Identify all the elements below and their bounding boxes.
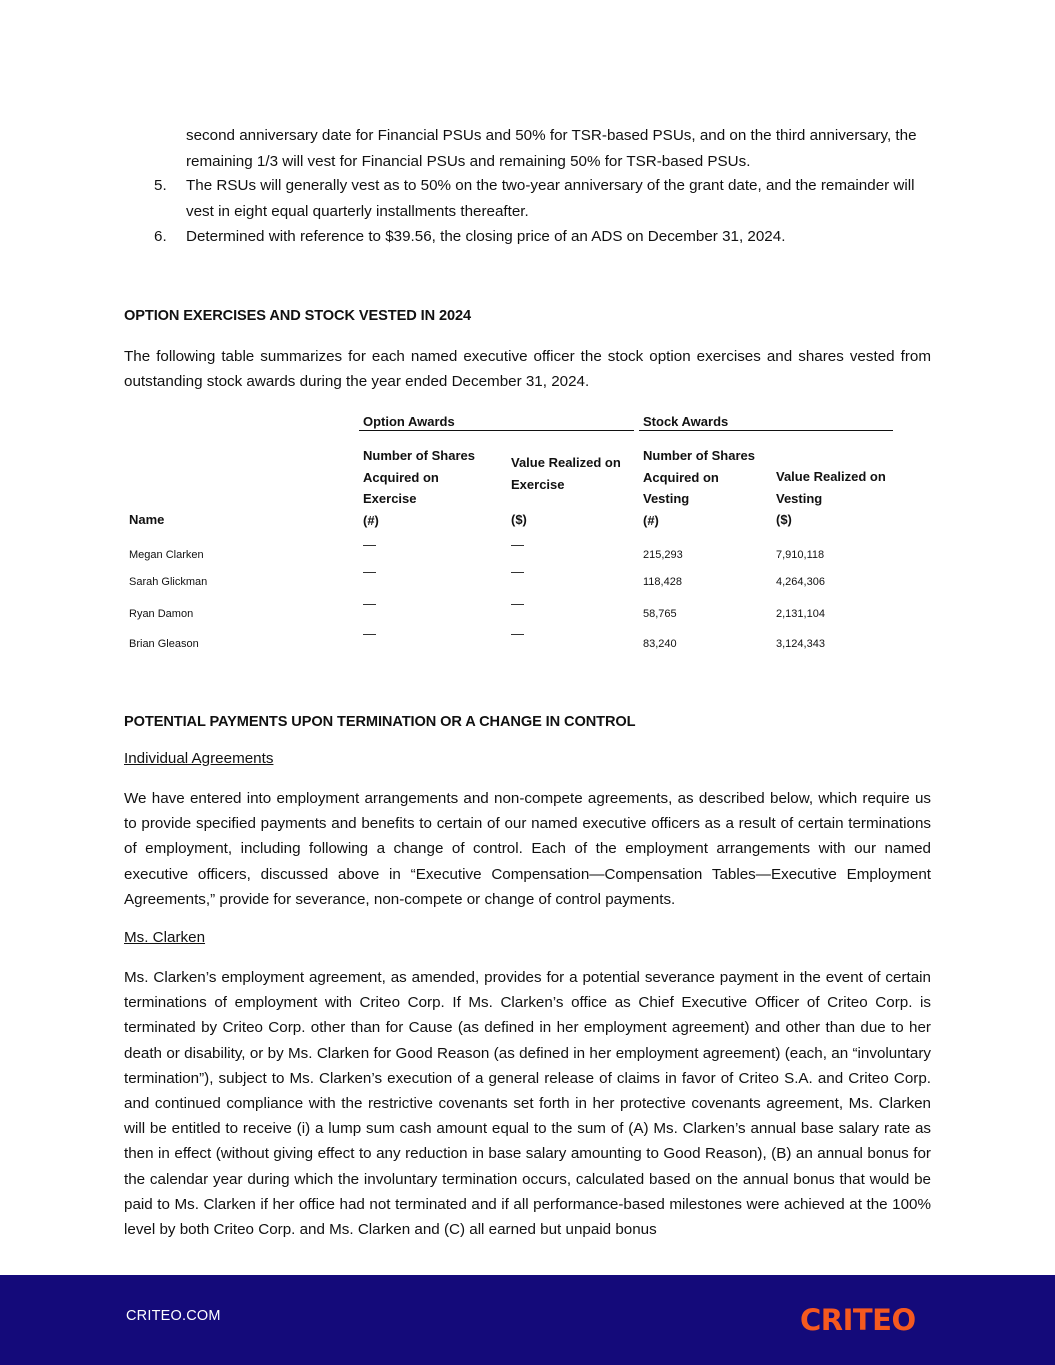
cell-stock-shares: 83,240 — [643, 638, 677, 650]
header-unit: (#) — [643, 512, 659, 528]
cell-name: Brian Gleason — [129, 638, 199, 650]
header-unit: (#) — [363, 512, 379, 528]
paragraph-individual-agreements: We have entered into employment arrangements and non-compete agreements, as described below, which require us to provide specified payments and benefits to certain of our named executive officers as a result of certain terminations of employment, including following a change of control. Each of the employment arrangements with our named executive officers, discussed above in “Executive Compensation—Compensation Tables—Executive Employment Agreements,” provide for severance, non-compete or change of control payments. — [124, 790, 931, 908]
cell-name: Sarah Glickman — [129, 576, 208, 588]
cell-option-value: — — [511, 596, 524, 611]
subheading-ms-clarken: Ms. Clarken — [124, 929, 206, 946]
cell-option-shares: — — [363, 596, 376, 611]
paragraph-ms-clarken: Ms. Clarken’s employment agreement, as amended, provides for a potential severance payment in the event of certain terminations of employment with Criteo Corp. If Ms. Clarken’s office as Chief Executive Officer of Criteo Corp. is terminated by Criteo Corp. other than for Cause (as defined in her employment agreement) and other than due to her death or disability, or by Ms. Clarken for Good Reason (as defined in her employment agreement) (each, an “involuntary termination”), subject to Ms. Clarken’s execution of a general release of claims in favor of Criteo S.A. and Criteo Corp. and continued compliance with the restrictive covenants set forth in her protective covenants agreement, Ms. Clarken will be entitled to receive (i) a lump sum cash amount equal to the sum of (A) Ms. Clarken’s annual base salary rate as then in effect (without giving effect to any reduction in base salary amounting to Good Reason), (B) an annual bonus for the calendar year during which the involuntary termination occurs, calculated based on the annual bonus that would be paid to Ms. Clarken if her office had not terminated and if all performance-based milestones were achieved at the 100% level by both Criteo Corp. and Ms. Clarken and (C) all earned but unpaid bonus — [124, 969, 931, 1239]
cell-stock-value: 3,124,343 — [776, 638, 825, 650]
group-header-stock-awards: Stock Awards — [639, 414, 893, 431]
section-intro-paragraph: The following table summarizes for each named executive officer the stock option exercises and shares vested from outstanding stock awards during the year ended December 31, 2024. — [124, 348, 931, 391]
cell-name: Megan Clarken — [129, 549, 204, 561]
cell-option-value: — — [511, 564, 524, 579]
cell-option-value: — — [511, 626, 524, 641]
cell-option-shares: — — [363, 564, 376, 579]
col-header-name: Name — [129, 512, 165, 527]
header-line: Acquired on — [363, 469, 439, 485]
cell-stock-shares: 118,428 — [643, 576, 682, 588]
header-line: Exercise — [511, 476, 565, 492]
section-heading-option-exercises: OPTION EXERCISES AND STOCK VESTED IN 2024 — [124, 308, 472, 324]
header-line: Value Realized on — [776, 469, 886, 484]
header-line: Exercise — [363, 491, 417, 506]
footer-website: CRITEO.COM — [126, 1308, 221, 1324]
footnote-5 — [154, 173, 931, 224]
header-line: Acquired on — [643, 469, 719, 485]
header-line: Number of Shares — [363, 448, 475, 463]
section-heading-potential-payments: POTENTIAL PAYMENTS UPON TERMINATION OR A CHANGE IN CONTROL — [124, 714, 636, 730]
cell-option-shares: — — [363, 537, 376, 552]
page-footer — [0, 1275, 1055, 1365]
cell-option-shares: — — [363, 626, 376, 641]
cell-stock-value: 4,264,306 — [776, 576, 825, 588]
header-line: Number of Shares — [643, 448, 755, 463]
header-unit: ($) — [776, 512, 792, 527]
footnote-continuation: second anniversary date for Financial PSUs and 50% for TSR-based PSUs, and on the third anniversary, the remaining 1/3 will vest for Financial PSUs and remaining 50% for TSR-based PSUs. — [186, 127, 917, 170]
cell-stock-value: 2,131,104 — [776, 608, 825, 620]
footnote-text: Determined with reference to $39.56, the closing price of an ADS on December 31, 2024. — [186, 228, 786, 245]
col-header-option-shares — [363, 445, 475, 531]
col-header-option-value-unit: ($) — [511, 512, 527, 527]
cell-stock-value: 7,910,118 — [776, 549, 825, 561]
cell-stock-shares: 215,293 — [643, 549, 683, 561]
criteo-logo — [800, 1303, 930, 1333]
cell-name: Ryan Damon — [129, 608, 194, 620]
subheading-individual-agreements: Individual Agreements — [124, 750, 274, 767]
header-line: Vesting — [643, 491, 690, 506]
header-line: Vesting — [776, 490, 823, 506]
footnote-number: 6. — [154, 228, 167, 245]
cell-stock-shares: 58,765 — [643, 608, 677, 620]
footnote-number: 5. — [154, 177, 167, 194]
footnote-text: The RSUs will generally vest as to 50% on the two-year anniversary of the grant date, and the remainder will vest in eight equal quarterly installments thereafter. — [186, 177, 915, 220]
group-header-option-awards: Option Awards — [359, 414, 634, 431]
cell-option-value: — — [511, 537, 524, 552]
logo-text: CRITEO — [800, 1303, 916, 1333]
footnote-6 — [154, 224, 931, 250]
header-line: Value Realized on — [511, 455, 621, 470]
col-header-stock-value — [776, 466, 886, 531]
col-header-option-value — [511, 452, 621, 495]
col-header-stock-shares — [643, 445, 755, 531]
